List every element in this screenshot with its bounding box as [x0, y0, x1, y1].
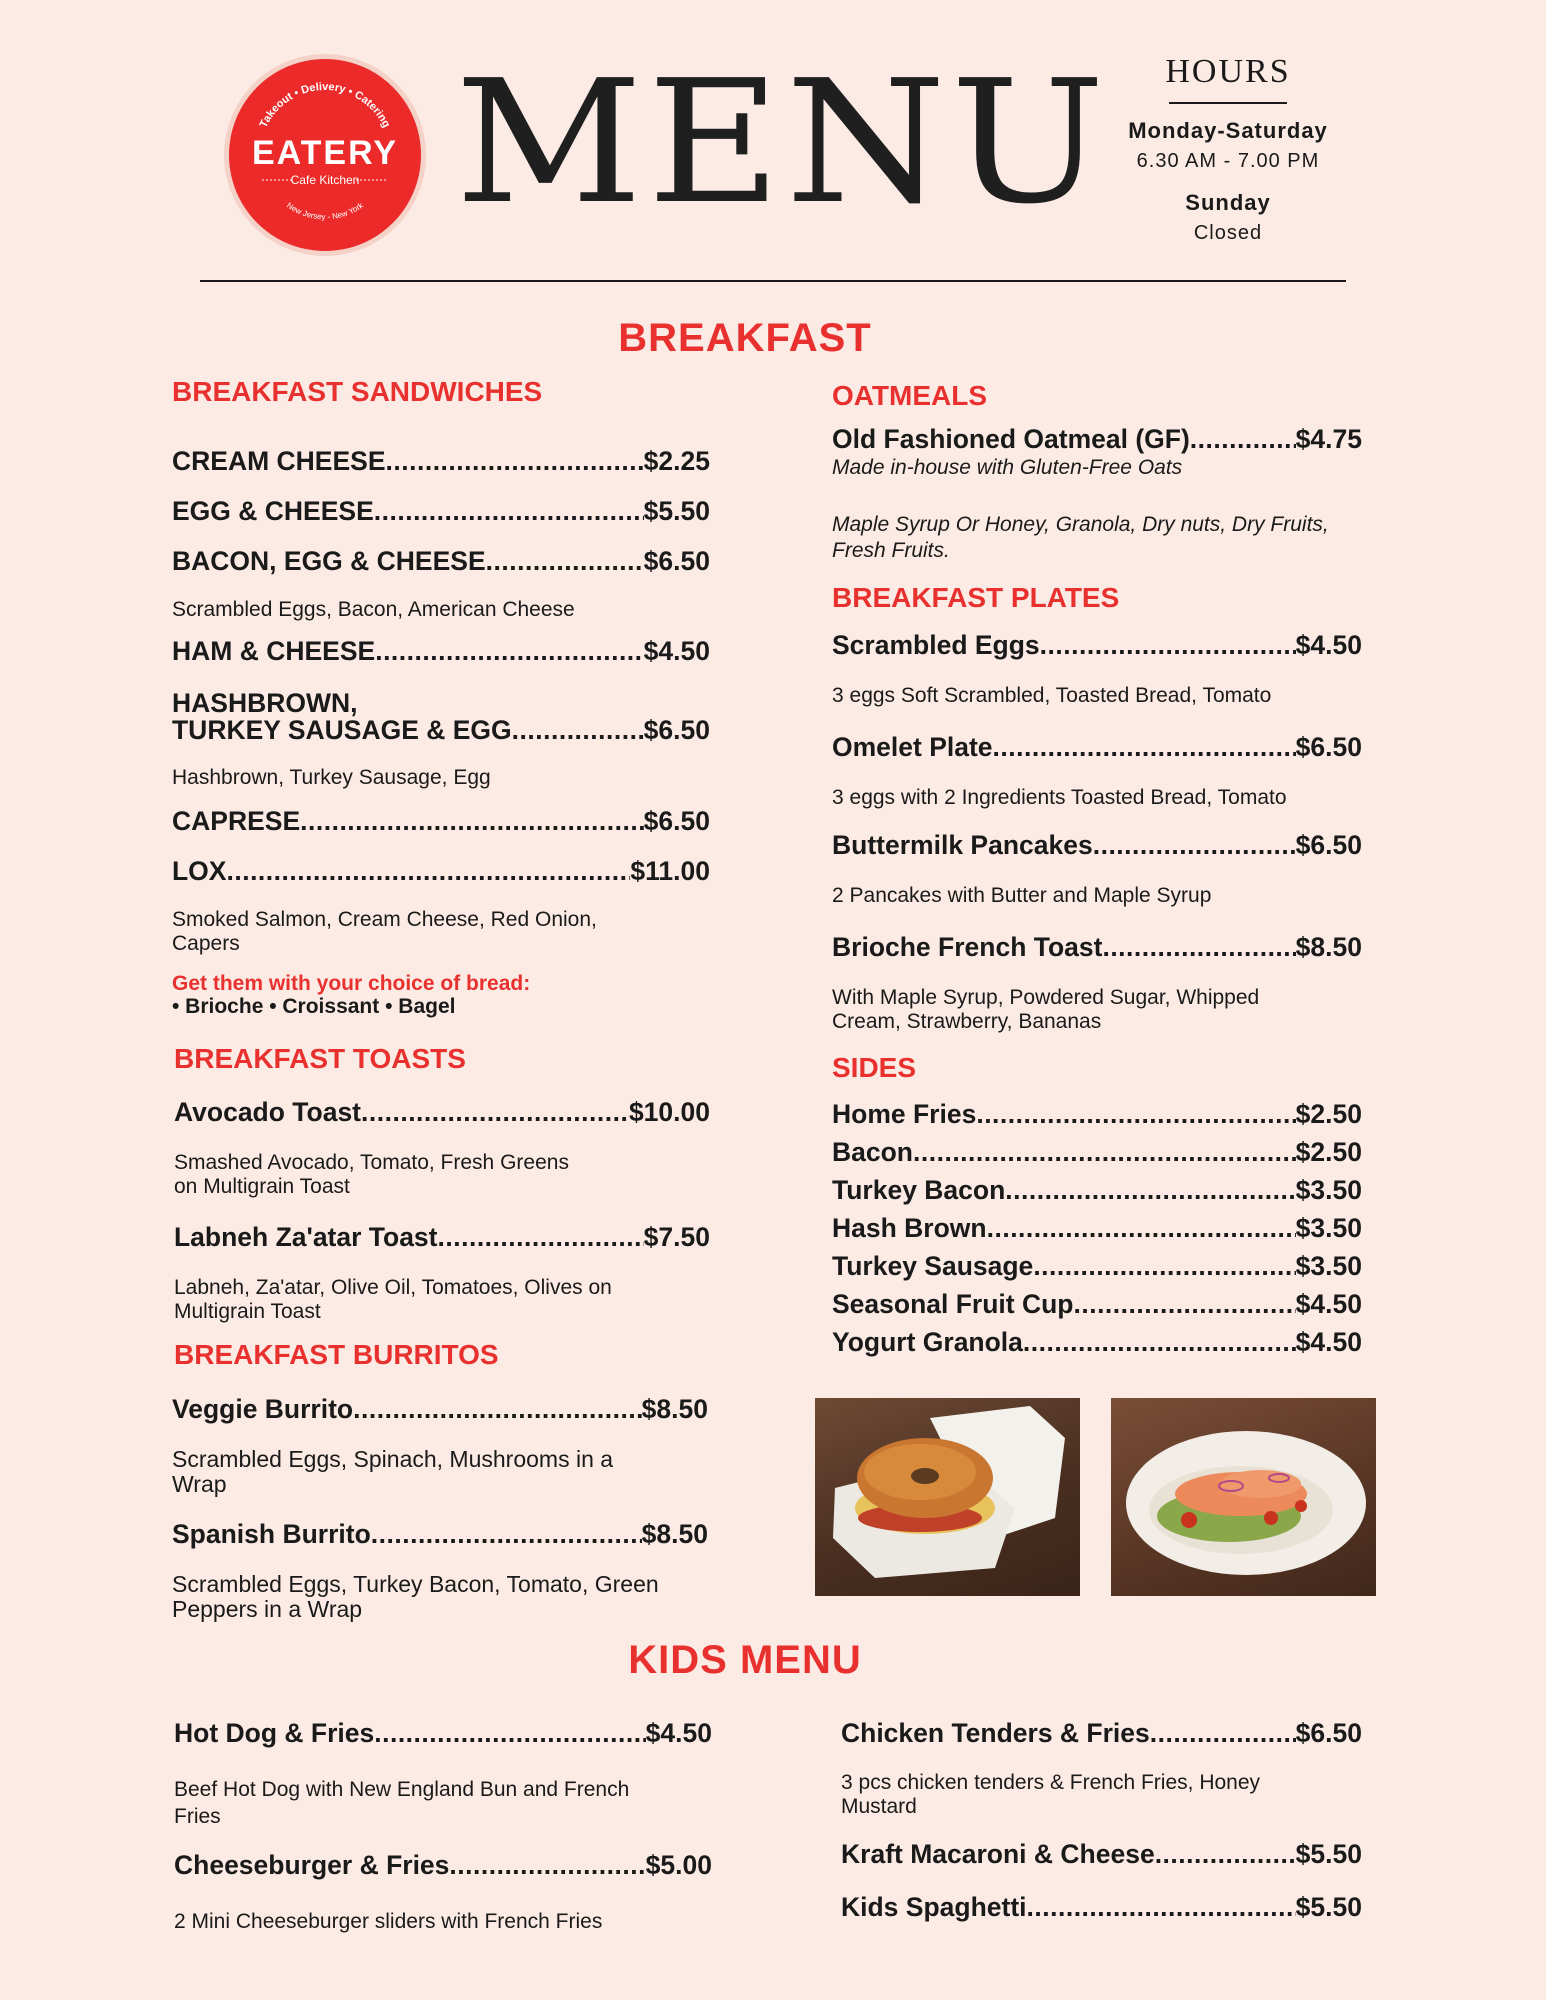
item-description: Scrambled Eggs, Bacon, American Cheese [172, 598, 575, 621]
item-description: 3 eggs with 2 Ingredients Toasted Bread, Tomato [832, 786, 1287, 809]
menu-item: Avocado Toast ..... $10.00 [174, 1097, 710, 1128]
menu-item: HAM & CHEESE ..... $4.50 [172, 636, 710, 667]
page-title: MENU [454, 44, 1110, 242]
menu-item: Chicken Tenders & Fries ..... $6.50 [841, 1718, 1362, 1749]
logo [222, 52, 428, 258]
menu-item: Kraft Macaroni & Cheese ..... $5.50 [841, 1839, 1362, 1870]
menu-item: Hot Dog & Fries ..... $4.50 [174, 1718, 712, 1749]
bagel-sandwich-photo [815, 1398, 1080, 1596]
item-description: 2 Mini Cheeseburger sliders with French Fries [174, 1910, 603, 1933]
item-description: Scrambled Eggs, Turkey Bacon, Tomato, Green Peppers in a Wrap [172, 1571, 659, 1622]
menu-item: Hash Brown ..... $3.50 [832, 1213, 1362, 1244]
menu-item: Seasonal Fruit Cup ..... $4.50 [832, 1289, 1362, 1320]
header-divider [200, 280, 1346, 282]
burritos-title: BREAKFAST BURRITOS [174, 1339, 499, 1370]
item-description: 3 pcs chicken tenders & French Fries, Honey Mustard [841, 1771, 1261, 1818]
sides-title: SIDES [832, 1052, 917, 1083]
menu-item: Buttermilk Pancakes ..... $6.50 [832, 830, 1362, 861]
hours-sunday-label: Sunday [1185, 190, 1271, 215]
menu-item: Home Fries ..... $2.50 [832, 1099, 1362, 1130]
item-description: Smoked Salmon, Cream Cheese, Red Onion, Capers [172, 908, 597, 955]
menu-item: Yogurt Granola ..... $4.50 [832, 1327, 1362, 1358]
hours-title: HOURS [1165, 53, 1291, 90]
menu-item: CAPRESE ..... $6.50 [172, 806, 710, 837]
item-description: 2 Pancakes with Butter and Maple Syrup [832, 884, 1212, 907]
kids-title: KIDS MENU [628, 1638, 862, 1682]
item-description: 3 eggs Soft Scrambled, Toasted Bread, Tomato [832, 684, 1272, 707]
logo-sub: Cafe Kitchen [290, 173, 360, 187]
menu-item: Cheeseburger & Fries ..... $5.00 [174, 1850, 712, 1881]
menu-item: CREAM CHEESE ..... $2.25 [172, 446, 710, 477]
menu-item: EGG & CHEESE ..... $5.50 [172, 496, 710, 527]
hours-block [1100, 50, 1356, 248]
toasts-title: BREAKFAST TOASTS [174, 1043, 466, 1074]
item-description: Maple Syrup Or Honey, Granola, Dry nuts, Dry Fruits, Fresh Fruits. [832, 513, 1329, 562]
menu-item-name-line1: HASHBROWN, [172, 688, 358, 718]
salmon-avocado-photo [1111, 1398, 1376, 1596]
menu-item: Old Fashioned Oatmeal (GF) ..... $4.75 [832, 424, 1362, 455]
menu-item: BACON, EGG & CHEESE ..... $6.50 [172, 546, 710, 577]
menu-item: LOX ..... $11.00 [172, 856, 710, 887]
menu-item: Omelet Plate ..... $6.50 [832, 732, 1362, 763]
hours-sunday-time: Closed [1193, 222, 1263, 244]
logo-name: EATERY [251, 134, 399, 172]
item-description: Smashed Avocado, Tomato, Fresh Greens on Multigrain Toast [174, 1151, 569, 1198]
item-description: With Maple Syrup, Powdered Sugar, Whipped Cream, Strawberry, Bananas [832, 986, 1260, 1033]
bread-note: Get them with your choice of bread: [172, 972, 531, 995]
logo-badge [222, 52, 428, 258]
sandwiches-title: BREAKFAST SANDWICHES [172, 376, 543, 407]
menu-item: Turkey Bacon ..... $3.50 [832, 1175, 1362, 1206]
hours-weekday-label: Monday-Saturday [1128, 118, 1328, 143]
item-description: Made in-house with Gluten-Free Oats [832, 456, 1183, 479]
menu-item: Kids Spaghetti ..... $5.50 [841, 1892, 1362, 1923]
menu-item: Brioche French Toast ..... $8.50 [832, 932, 1362, 963]
logo-arc-bottom: New Jersey - New York [285, 200, 365, 222]
item-description: Beef Hot Dog with New England Bun and French Fries [174, 1778, 630, 1828]
oatmeals-title: OATMEALS [832, 380, 988, 411]
menu-item: Veggie Burrito ..... $8.50 [172, 1394, 708, 1425]
menu-item: Spanish Burrito ..... $8.50 [172, 1519, 708, 1550]
item-description: Hashbrown, Turkey Sausage, Egg [172, 766, 491, 789]
menu-item: TURKEY SAUSAGE & EGG ..... $6.50 [172, 715, 710, 746]
logo-arc-top: Takeout • Delivery • Catering [257, 80, 393, 130]
item-description: Labneh, Za'atar, Olive Oil, Tomatoes, Olives on Multigrain Toast [174, 1276, 612, 1323]
menu-item: Labneh Za'atar Toast ..... $7.50 [174, 1222, 710, 1253]
menu-item: Bacon ..... $2.50 [832, 1137, 1362, 1168]
breakfast-title: BREAKFAST [618, 316, 872, 360]
item-description: Scrambled Eggs, Spinach, Mushrooms in a Wrap [172, 1446, 614, 1497]
hours-weekday-time: 6.30 AM - 7.00 PM [1136, 150, 1320, 172]
menu-item: Turkey Sausage ..... $3.50 [832, 1251, 1362, 1282]
menu-item: Scrambled Eggs ..... $4.50 [832, 630, 1362, 661]
bread-options: • Brioche • Croissant • Bagel [172, 995, 456, 1018]
plates-title: BREAKFAST PLATES [832, 582, 1120, 613]
